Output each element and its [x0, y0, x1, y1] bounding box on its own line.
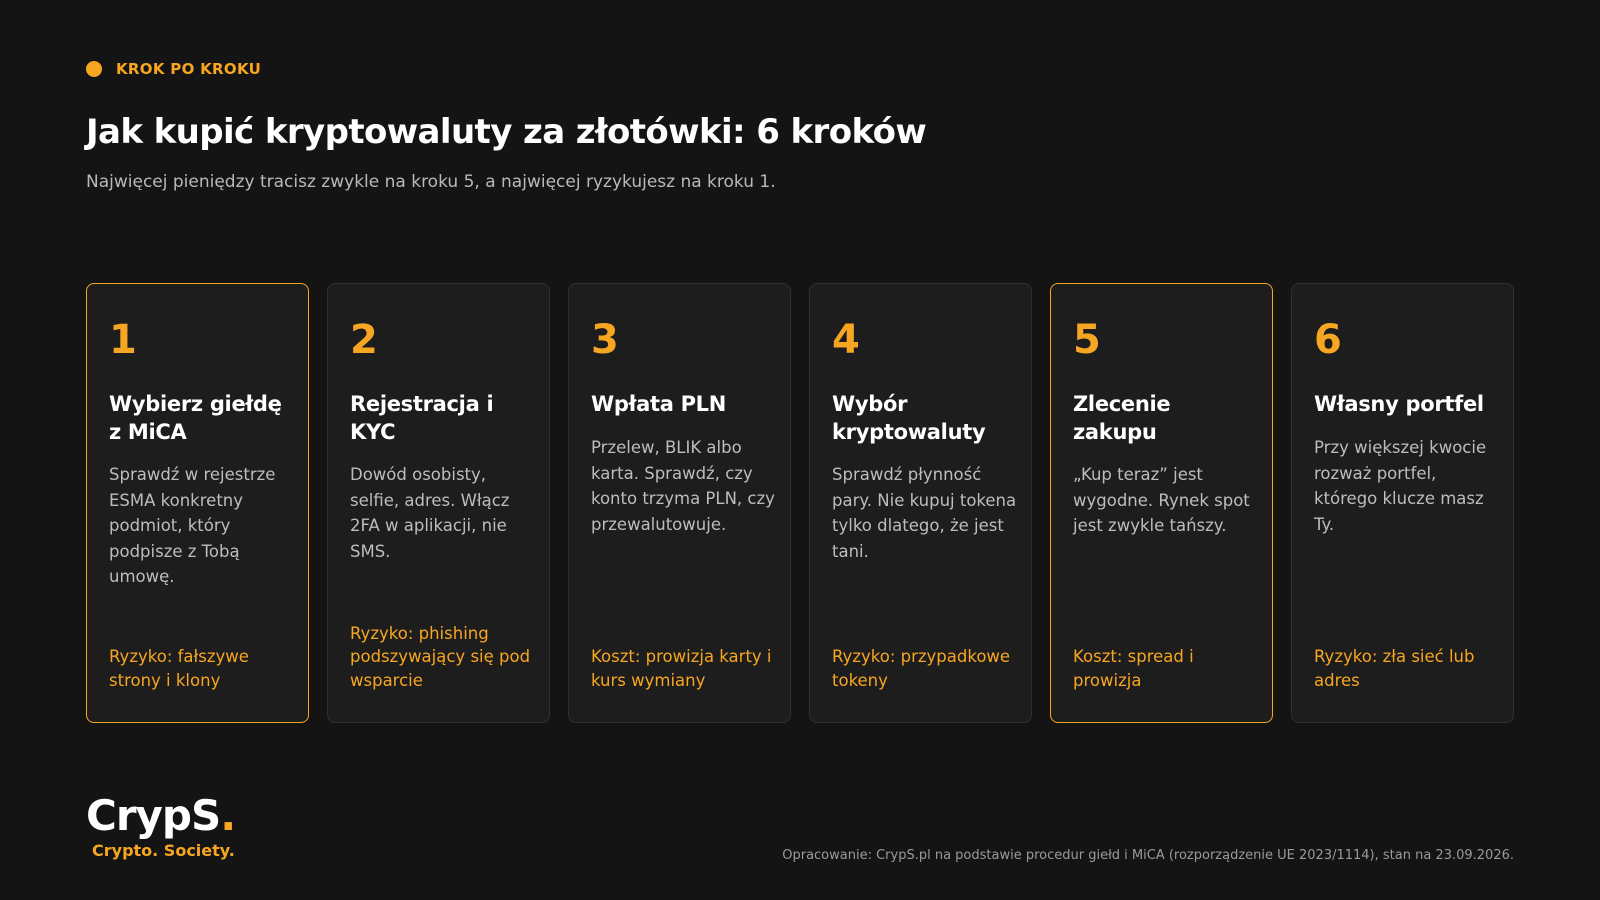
step-number: 2 [350, 317, 378, 363]
step-title: Własny portfel [1314, 392, 1484, 416]
step-card-6 [1291, 283, 1514, 723]
logo-dot: . [220, 791, 236, 840]
step-number: 6 [1314, 317, 1342, 363]
eyebrow [86, 60, 261, 78]
step-description: Dowód osobisty, selfie, adres. Włącz 2FA w aplikacji, nie SMS. [350, 465, 510, 561]
brand-logo [86, 791, 236, 860]
step-description: Przelew, BLIK albo karta. Sprawdź, czy konto trzyma PLN, czy przewalutowuje. [591, 438, 775, 534]
step-card-2 [327, 283, 550, 723]
logo-name: CrypS [86, 791, 221, 840]
step-number: 4 [832, 317, 860, 363]
step-note: Ryzyko: phishing podszywający się pod wsparcie [350, 623, 531, 690]
step-title: Zlecenie zakupu [1073, 392, 1171, 444]
step-card-4 [809, 283, 1032, 723]
step-card-3 [568, 283, 791, 723]
logo-wordmark [86, 791, 236, 840]
step-card-1 [86, 283, 309, 723]
step-note: Koszt: prowizja karty i kurs wymiany [591, 647, 772, 690]
step-number: 3 [591, 317, 619, 363]
step-number: 1 [109, 317, 137, 363]
steps-row [86, 283, 1514, 723]
step-title: Wpłata PLN [591, 392, 727, 416]
step-title: Wybierz giełdę z MiCA [109, 392, 282, 444]
page-title: Jak kupić kryptowaluty za złotówki: 6 kroków [86, 112, 927, 152]
source-note: Opracowanie: CrypS.pl na podstawie procedur giełd i MiCA (rozporządzenie UE 2023/1114), stan na 23.09.2026. [782, 848, 1514, 863]
step-card-5 [1050, 283, 1273, 723]
step-note: Ryzyko: zła sieć lub adres [1314, 647, 1475, 690]
logo-tagline: Crypto. Society. [92, 841, 235, 860]
step-number: 5 [1073, 317, 1101, 363]
step-description: „Kup teraz” jest wygodne. Rynek spot jest zwykle tańszy. [1073, 465, 1250, 535]
step-description: Sprawdź w rejestrze ESMA konkretny podmiot, który podpisze z Tobą umowę. [109, 465, 276, 586]
step-note: Koszt: spread i prowizja [1073, 647, 1194, 690]
step-note: Ryzyko: przypadkowe tokeny [832, 647, 1011, 690]
eyebrow-dot-icon [86, 61, 102, 77]
step-note: Ryzyko: fałszywe strony i klony [109, 647, 249, 690]
page-subtitle: Najwięcej pieniędzy tracisz zwykle na kroku 5, a najwięcej ryzykujesz na kroku 1. [86, 172, 776, 192]
eyebrow-label: KROK PO KROKU [116, 60, 262, 78]
step-description: Sprawdź płynność pary. Nie kupuj tokena tylko dlatego, że jest tani. [832, 465, 1017, 561]
step-title: Rejestracja i KYC [350, 392, 494, 444]
step-description: Przy większej kwocie rozważ portfel, którego klucze masz Ty. [1314, 438, 1487, 534]
step-title: Wybór kryptowaluty [832, 392, 986, 444]
